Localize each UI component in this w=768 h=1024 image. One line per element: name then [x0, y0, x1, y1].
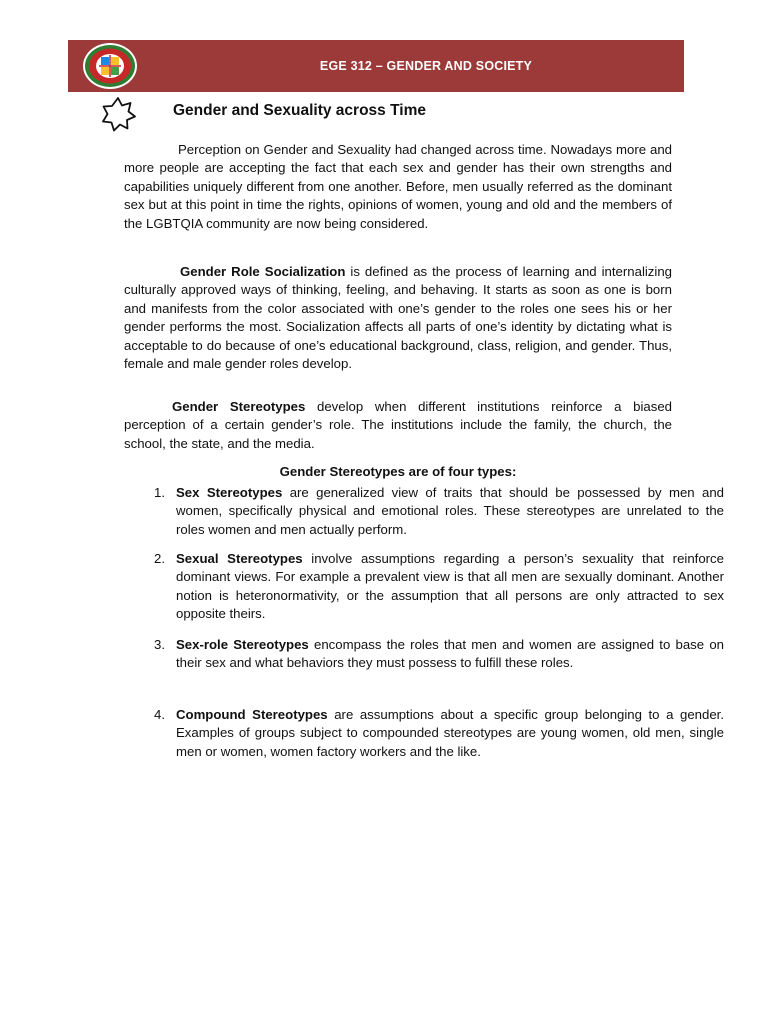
list-item [124, 706, 724, 761]
list-term: Sexual Stereotypes [176, 551, 303, 566]
list-text: involve assumptions regarding a person’s sexuality that reinforce dominant views. For example a prevalent view is that all men are sexually dominant. Another notion is heteronormativity, or the assumption that all persons are only attracted to sex opposite theirs. [176, 551, 724, 622]
list-number: 2. [154, 551, 165, 566]
paragraph-text: Perception on Gender and Sexuality had changed across time. Nowadays more and more people are accepting the fact that each sex and gender has their own strengths and capabilities uniquely different from one another. Before, men usually referred as the dominant sex but at this point in time the rights, opinions of women, young and old and the members of the LGBTQIA community are now being considered. [124, 142, 672, 231]
paragraph-text: is defined as the process of learning and internalizing culturally approved ways of thinking, feeling, and behaving. It starts as soon as one is born and manifests from the color associated with one’s gender to the roles one sees his or her gender performs the most. Socialization affects all parts of one’s identity by dictating what is acceptable to do because of one’s educational background, class, religion, and gender. Thus, female and male gender roles develop. [124, 264, 672, 372]
list-term: Sex Stereotypes [176, 485, 283, 500]
list-item [124, 484, 724, 539]
list-number: 3. [154, 637, 165, 652]
list-item [124, 550, 724, 624]
list-text: encompass the roles that men and women are assigned to base on their sex and what behaviors they must possess to fulfill these roles. [176, 637, 724, 671]
seven-point-star-icon [100, 96, 136, 132]
term-gender-stereotypes: Gender Stereotypes [172, 399, 306, 414]
list-number: 1. [154, 485, 165, 500]
section-title: Gender and Sexuality across Time [173, 102, 426, 119]
intro-paragraph [124, 141, 672, 233]
stereotypes-paragraph [124, 398, 672, 453]
list-term: Compound Stereotypes [176, 707, 328, 722]
paragraph-text: develop when different institutions reinforce a biased perception of a certain gender’s role. The institutions include the family, the church, the school, the state, and the media. [124, 399, 673, 451]
list-text: are generalized view of traits that should be possessed by men and women, specifically physical and emotional roles. These stereotypes are unrelated to the roles women and men actually perform. [176, 485, 725, 537]
list-term: Sex-role Stereotypes [176, 637, 309, 652]
socialization-paragraph [124, 263, 672, 373]
types-heading: Gender Stereotypes are of four types: [279, 464, 517, 479]
term-gender-role-socialization: Gender Role Socialization [180, 264, 346, 279]
course-title: EGE 312 – GENDER AND SOCIETY [319, 59, 533, 73]
list-item [124, 636, 724, 673]
list-text: are assumptions about a specific group belonging to a gender. Examples of groups subject to compounded stereotypes are young women, old men, single men or women, women factory workers and the like. [176, 707, 724, 759]
list-number: 4. [154, 707, 165, 722]
